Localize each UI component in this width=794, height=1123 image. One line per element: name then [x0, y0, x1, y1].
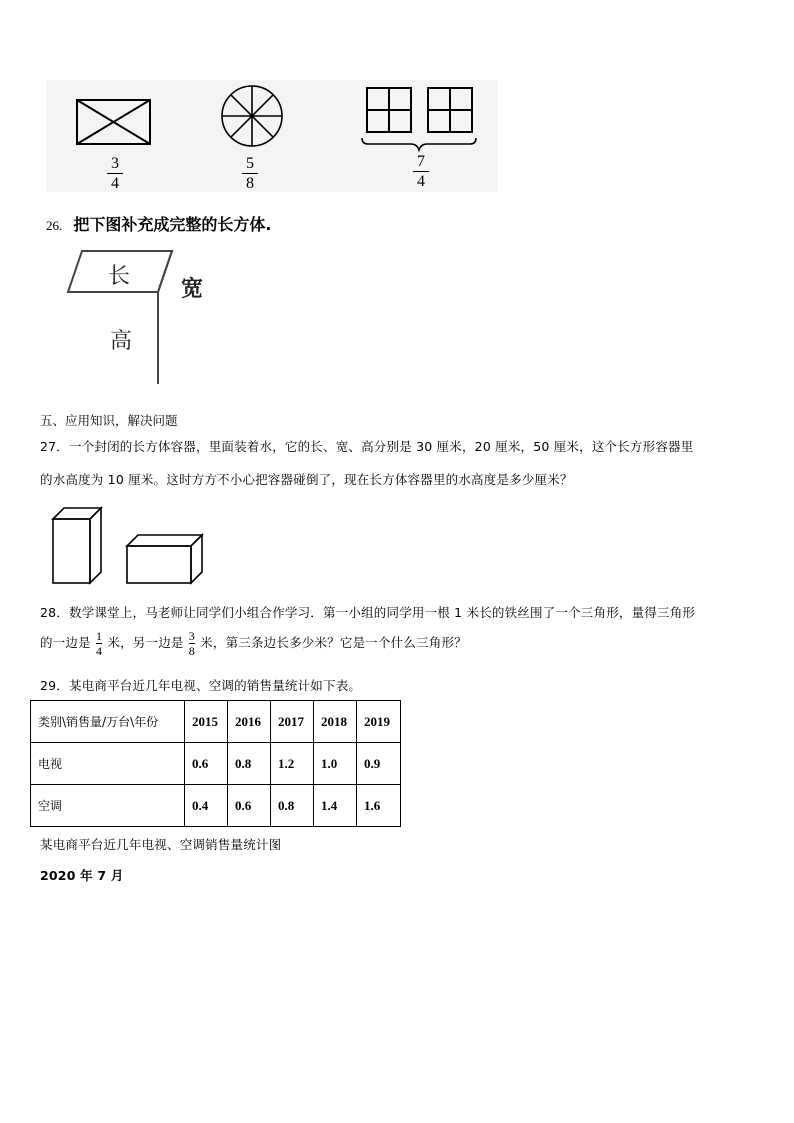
table-row	[31, 743, 401, 785]
question-number: 26.	[46, 218, 63, 233]
text-segment: 米，第三条边长多少米？它是一个什么三角形？	[200, 635, 467, 650]
fraction-denominator: 4	[96, 644, 103, 658]
table-header-cell: 2019	[357, 701, 401, 743]
table-cell: 空调	[31, 785, 185, 827]
lying-cuboid	[127, 535, 202, 583]
fraction-denominator: 8	[246, 175, 254, 192]
sales-table	[30, 700, 401, 827]
fraction-denominator: 4	[111, 175, 119, 192]
text-segment: 的一边是	[40, 635, 91, 650]
table-cell: 1.6	[357, 785, 401, 827]
table-cell: 电视	[31, 743, 185, 785]
table-header-cell: 类别\销售量/万台\年份	[31, 701, 185, 743]
question-29-text: 29．某电商平台近几年电视、空调的销售量统计如下表。	[40, 678, 362, 693]
fraction-denominator: 4	[417, 173, 425, 190]
table-cell: 0.6	[228, 785, 271, 827]
fraction-bar	[107, 173, 123, 174]
table-header-cell: 2018	[314, 701, 357, 743]
upright-cuboid	[53, 508, 101, 583]
containers-drawing	[50, 505, 210, 587]
table-cell: 1.0	[314, 743, 357, 785]
fraction-bar	[242, 173, 258, 174]
table-cell: 0.9	[357, 743, 401, 785]
fraction-numerator: 3	[111, 155, 119, 172]
question-28-line2	[40, 630, 467, 657]
fraction-three-eighths	[189, 630, 195, 657]
table-cell: 1.2	[271, 743, 314, 785]
section-title: 五、应用知识，解决问题	[40, 413, 178, 428]
text-segment: 米，另一边是	[107, 635, 184, 650]
question-28-line1: 28．数学课堂上，马老师让同学们小组合作学习．第一小组的同学用一根 1 米长的铁丝围了一个三角形，量得三角形	[40, 605, 696, 620]
fraction-denominator: 8	[188, 644, 195, 658]
table-cell: 0.6	[185, 743, 228, 785]
question-27-line1: 27．一个封闭的长方体容器，里面装着水，它的长、宽、高分别是 30 厘米，20 厘米，50 厘米，这个长方形容器里	[40, 439, 694, 454]
fraction-three-quarters	[107, 155, 123, 192]
table-cell: 0.8	[271, 785, 314, 827]
table-header-cell: 2015	[185, 701, 228, 743]
fraction-one-quarter	[96, 630, 102, 657]
table-cell: 0.4	[185, 785, 228, 827]
date-label: 2020 年 7 月	[40, 868, 124, 883]
table-cell: 0.8	[228, 743, 271, 785]
fraction-seven-quarters	[413, 153, 429, 190]
fraction-five-eighths	[242, 155, 258, 192]
label-width: 宽	[181, 277, 204, 302]
circle-eighths-shape	[222, 86, 282, 146]
question-27-line2: 的水高度为 10 厘米。这时方方不小心把容器碰倒了，现在长方体容器里的水高度是多少厘米？	[40, 472, 573, 487]
chart-caption: 某电商平台近几年电视、空调销售量统计图	[40, 837, 282, 852]
question-text: 把下图补充成完整的长方体.	[73, 215, 272, 234]
cuboid-partial-drawing	[60, 244, 240, 388]
question-26	[46, 212, 271, 235]
brace-shape	[362, 138, 476, 150]
fraction-numerator: 5	[246, 155, 254, 172]
table-cell: 1.4	[314, 785, 357, 827]
label-length: 长	[108, 264, 131, 289]
two-grids-shape	[367, 88, 472, 132]
table-row	[31, 785, 401, 827]
fraction-numerator: 7	[417, 153, 425, 170]
fraction-bar	[413, 171, 429, 172]
fraction-numerator: 1	[96, 629, 103, 643]
table-header-row	[31, 701, 401, 743]
label-height: 高	[110, 329, 133, 354]
rectangle-diagonals-shape	[77, 100, 150, 144]
fraction-numerator: 3	[188, 629, 195, 643]
table-header-cell: 2016	[228, 701, 271, 743]
table-header-cell: 2017	[271, 701, 314, 743]
